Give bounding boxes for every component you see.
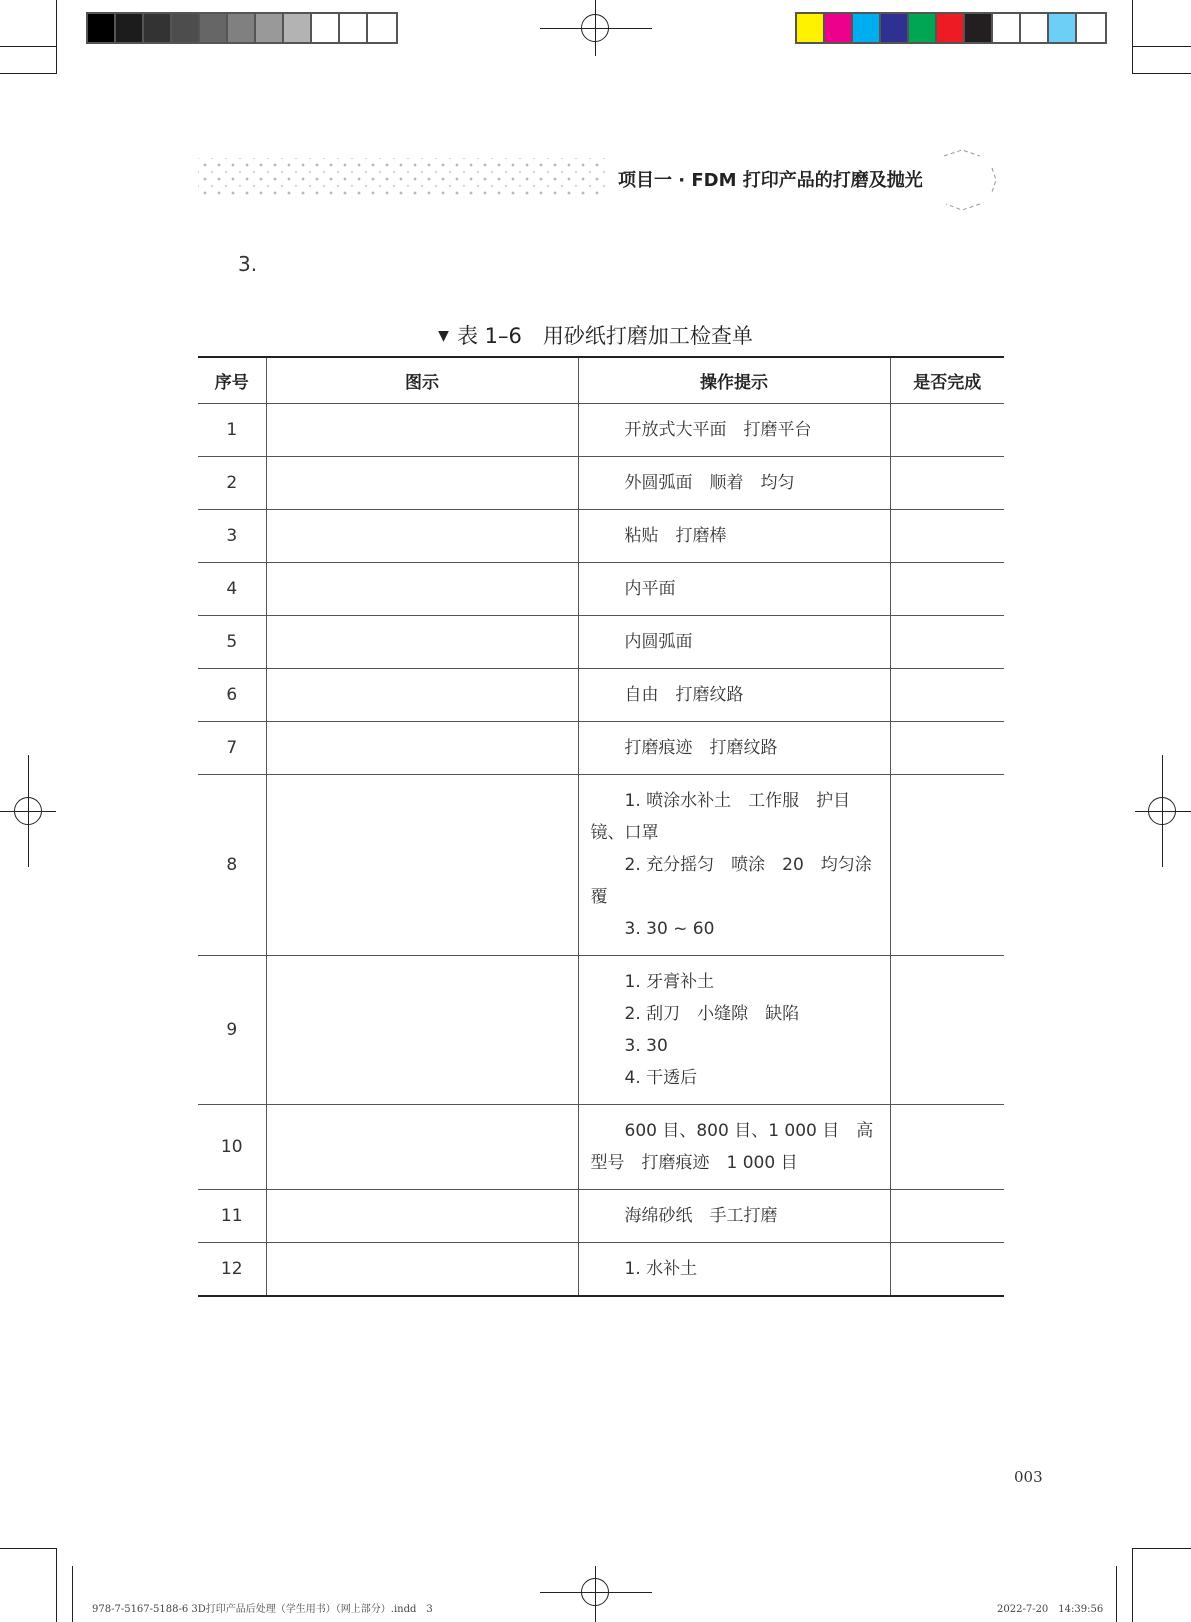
tip-line: 内平面: [624, 578, 676, 599]
tip-line: 海绵砂纸 手工打磨: [624, 1205, 778, 1226]
completed-checkbox-cell[interactable]: [890, 774, 1004, 955]
operation-tip-cell: [578, 1189, 890, 1242]
gray-swatch: [256, 14, 284, 42]
gray-swatch: [88, 14, 116, 42]
tip-line: 3. 30 ~ 60: [624, 918, 715, 939]
row-number: 5: [198, 615, 266, 668]
completed-checkbox-cell[interactable]: [890, 403, 1004, 456]
tip-line: 1. 牙膏补土: [624, 971, 715, 992]
completed-checkbox-cell[interactable]: [890, 456, 1004, 509]
color-swatch: [1049, 14, 1077, 42]
color-swatch: [881, 14, 909, 42]
row-number: 2: [198, 456, 266, 509]
operation-tip-cell: [578, 615, 890, 668]
completed-checkbox-cell[interactable]: [890, 615, 1004, 668]
table-row: [198, 615, 1004, 668]
gray-swatch: [144, 14, 172, 42]
tip-line: 3. 30: [624, 1035, 668, 1056]
grayscale-color-bar: [86, 12, 398, 44]
color-swatch: [1077, 14, 1105, 42]
illustration-cell: [266, 562, 578, 615]
row-number: 9: [198, 955, 266, 1104]
table-row: [198, 403, 1004, 456]
illustration-cell: [266, 774, 578, 955]
illustration-cell: [266, 1104, 578, 1189]
illustration-cell: [266, 668, 578, 721]
operation-tip-cell: [578, 562, 890, 615]
completed-checkbox-cell[interactable]: [890, 668, 1004, 721]
illustration-cell: [266, 403, 578, 456]
table-row: [198, 509, 1004, 562]
table-header-row: [198, 357, 1004, 403]
color-swatch: [797, 14, 825, 42]
operation-tip-cell: [578, 509, 890, 562]
illustration-cell: [266, 509, 578, 562]
tip-line: 1. 水补土: [624, 1258, 698, 1279]
gray-swatch: [200, 14, 228, 42]
tip-line: 粘贴 打磨棒: [624, 525, 727, 546]
section-number: 3.: [238, 252, 258, 276]
table-row: [198, 955, 1004, 1104]
gray-swatch: [116, 14, 144, 42]
operation-tip-cell: [578, 1242, 890, 1296]
completed-checkbox-cell[interactable]: [890, 562, 1004, 615]
table-row: [198, 456, 1004, 509]
tip-line: 2. 充分摇匀 喷涂 20 均匀涂覆: [590, 854, 872, 907]
completed-checkbox-cell[interactable]: [890, 1242, 1004, 1296]
operation-tip-cell: [578, 668, 890, 721]
color-swatch: [965, 14, 993, 42]
row-number: 7: [198, 721, 266, 774]
tip-line: 开放式大平面 打磨平台: [624, 419, 812, 440]
gray-swatch: [368, 14, 396, 42]
tip-line: 自由 打磨纹路: [624, 684, 744, 705]
column-header-completed: 是否完成: [890, 357, 1004, 403]
completed-checkbox-cell[interactable]: [890, 1104, 1004, 1189]
table-caption: [0, 320, 1191, 350]
row-number: 6: [198, 668, 266, 721]
color-swatch: [937, 14, 965, 42]
color-swatch: [825, 14, 853, 42]
operation-tip-cell: [578, 1104, 890, 1189]
illustration-cell: [266, 615, 578, 668]
process-color-bar: [795, 12, 1107, 44]
page-number: 003: [1014, 1468, 1043, 1486]
illustration-cell: [266, 1242, 578, 1296]
table-row: [198, 721, 1004, 774]
table-row: [198, 1104, 1004, 1189]
color-swatch: [853, 14, 881, 42]
gray-swatch: [284, 14, 312, 42]
gray-swatch: [228, 14, 256, 42]
caption-text: 表 1–6 用砂纸打磨加工检查单: [456, 324, 753, 348]
row-number: 3: [198, 509, 266, 562]
row-number: 11: [198, 1189, 266, 1242]
row-number: 1: [198, 403, 266, 456]
color-swatch: [909, 14, 937, 42]
tip-line: 内圆弧面: [624, 631, 693, 652]
operation-tip-cell: [578, 403, 890, 456]
tip-line: 2. 刮刀 小缝隙 缺陷: [624, 1003, 800, 1024]
table-row: [198, 668, 1004, 721]
file-slug: 978-7-5167-5188-6 3D打印产品后处理（学生用书）（网上部分）.indd 3: [92, 1604, 433, 1615]
illustration-cell: [266, 721, 578, 774]
completed-checkbox-cell[interactable]: [890, 955, 1004, 1104]
tip-line: 打磨痕迹 打磨纹路: [624, 737, 778, 758]
hexagon-icon: [932, 148, 1002, 212]
completed-checkbox-cell[interactable]: [890, 1189, 1004, 1242]
operation-tip-cell: [578, 774, 890, 955]
tip-line: 1. 喷涂水补土 工作服 护目镜、口罩: [590, 790, 851, 843]
column-header-illustration: 图示: [266, 357, 578, 403]
illustration-cell: [266, 955, 578, 1104]
operation-tip-cell: [578, 955, 890, 1104]
header-dot-pattern: [198, 158, 608, 198]
caption-triangle-icon: ▼: [438, 328, 449, 344]
color-swatch: [993, 14, 1021, 42]
tip-line: 4. 干透后: [624, 1067, 698, 1088]
gray-swatch: [340, 14, 368, 42]
row-number: 10: [198, 1104, 266, 1189]
column-header-number: 序号: [198, 357, 266, 403]
gray-swatch: [312, 14, 340, 42]
row-number: 4: [198, 562, 266, 615]
row-number: 8: [198, 774, 266, 955]
table-row: [198, 1242, 1004, 1296]
table-row: [198, 1189, 1004, 1242]
tip-line: 外圆弧面 顺着 均匀: [624, 472, 795, 493]
operation-tip-cell: [578, 456, 890, 509]
completed-checkbox-cell[interactable]: [890, 721, 1004, 774]
completed-checkbox-cell[interactable]: [890, 509, 1004, 562]
tip-line: 600 目、800 目、1 000 目 高型号 打磨痕迹 1 000 目: [590, 1120, 874, 1173]
illustration-cell: [266, 456, 578, 509]
table-row: [198, 774, 1004, 955]
column-header-tips: 操作提示: [578, 357, 890, 403]
operation-tip-cell: [578, 721, 890, 774]
illustration-cell: [266, 1189, 578, 1242]
row-number: 12: [198, 1242, 266, 1296]
gray-swatch: [172, 14, 200, 42]
color-swatch: [1021, 14, 1049, 42]
sanding-checklist-table: [198, 356, 1004, 1297]
table-row: [198, 562, 1004, 615]
print-timestamp: 2022-7-20 14:39:56: [997, 1604, 1104, 1615]
running-head: 项目一 · FDM 打印产品的打磨及抛光: [618, 170, 923, 191]
